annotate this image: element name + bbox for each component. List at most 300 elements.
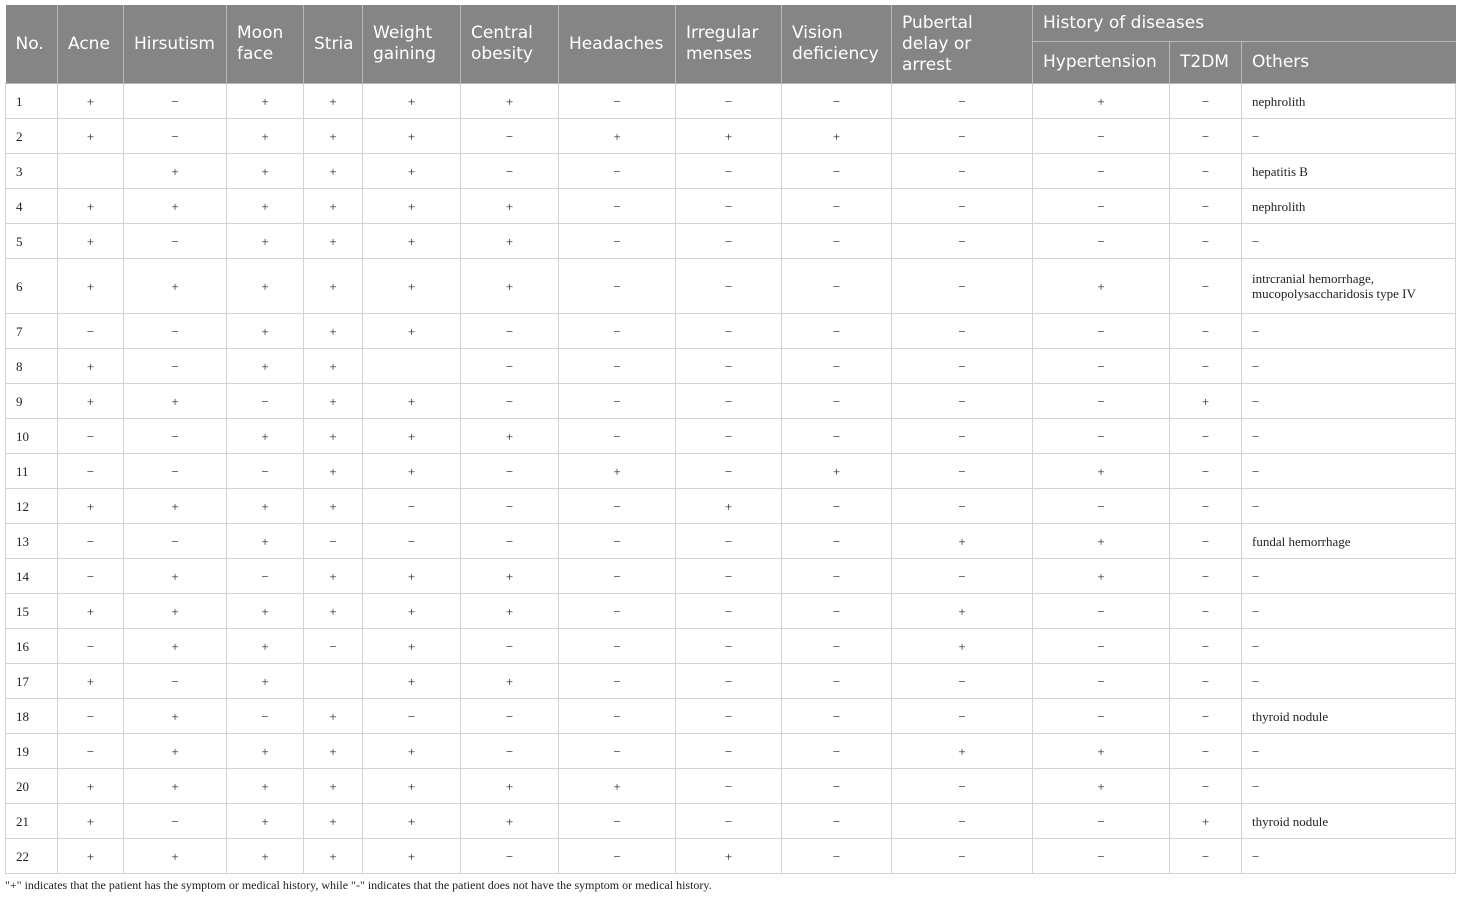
cell-others: fundal hemorrhage [1242,524,1456,559]
cell-hirsutism: + [124,839,227,874]
cell-others: − [1242,454,1456,489]
table-row [6,839,1456,874]
cell-acne: + [58,84,124,119]
cell-others: − [1242,224,1456,259]
header-headaches: Headaches [559,5,676,84]
cell-irregular-menses: + [676,119,782,154]
cell-no: 13 [6,524,58,559]
cell-others: − [1242,769,1456,804]
cell-central-obesity: − [461,839,559,874]
cell-headaches: − [559,259,676,314]
cell-pubertal-delay: − [892,84,1033,119]
table-header [6,5,1456,84]
cell-others: thyroid nodule [1242,699,1456,734]
cell-t2dm: − [1170,349,1242,384]
cell-central-obesity: − [461,154,559,189]
header-history-of-diseases: History of diseases [1033,5,1456,42]
cell-hirsutism: − [124,224,227,259]
cell-irregular-menses: − [676,384,782,419]
cell-acne: + [58,489,124,524]
cell-central-obesity: − [461,734,559,769]
cell-hypertension: − [1033,119,1170,154]
cell-vision-deficiency: − [782,384,892,419]
cell-no: 14 [6,559,58,594]
table-row [6,384,1456,419]
cell-pubertal-delay: − [892,419,1033,454]
cell-stria: + [304,559,363,594]
cell-vision-deficiency: − [782,629,892,664]
table-row [6,489,1456,524]
table-row [6,559,1456,594]
cell-pubertal-delay: + [892,524,1033,559]
cell-irregular-menses: − [676,454,782,489]
header-vision-deficiency: Vision deficiency [782,5,892,84]
cell-hypertension: + [1033,454,1170,489]
cell-moon-face: + [227,224,304,259]
cell-central-obesity: + [461,594,559,629]
cell-no: 1 [6,84,58,119]
cell-hypertension: − [1033,839,1170,874]
cell-weight-gaining [363,349,461,384]
cell-moon-face: + [227,259,304,314]
cell-vision-deficiency: + [782,454,892,489]
cell-acne: + [58,594,124,629]
cell-no: 4 [6,189,58,224]
cell-hirsutism: − [124,419,227,454]
cell-hirsutism: − [124,314,227,349]
cell-weight-gaining: − [363,524,461,559]
cell-others: − [1242,734,1456,769]
cell-no: 18 [6,699,58,734]
cell-moon-face: + [227,664,304,699]
header-weight-gaining: Weight gaining [363,5,461,84]
cell-headaches: + [559,769,676,804]
cell-others: − [1242,384,1456,419]
cell-central-obesity: + [461,84,559,119]
cell-acne: + [58,119,124,154]
cell-others: − [1242,489,1456,524]
cell-irregular-menses: + [676,489,782,524]
cell-headaches: − [559,384,676,419]
cell-moon-face: + [227,419,304,454]
header-others: Others [1242,42,1456,84]
table-row [6,154,1456,189]
cell-hirsutism: + [124,699,227,734]
symptom-history-table [5,5,1456,874]
table-row [6,629,1456,664]
cell-headaches: − [559,699,676,734]
cell-acne: − [58,734,124,769]
cell-vision-deficiency: − [782,419,892,454]
cell-central-obesity: − [461,384,559,419]
table-row [6,314,1456,349]
cell-stria: + [304,454,363,489]
cell-pubertal-delay: − [892,839,1033,874]
cell-vision-deficiency: − [782,559,892,594]
cell-irregular-menses: − [676,734,782,769]
cell-moon-face: + [227,629,304,664]
cell-pubertal-delay: − [892,559,1033,594]
cell-pubertal-delay: − [892,349,1033,384]
cell-central-obesity: + [461,224,559,259]
cell-t2dm: − [1170,664,1242,699]
cell-hirsutism: + [124,489,227,524]
cell-acne: + [58,804,124,839]
cell-others: nephrolith [1242,84,1456,119]
cell-t2dm: − [1170,839,1242,874]
cell-hypertension: − [1033,804,1170,839]
cell-no: 2 [6,119,58,154]
cell-pubertal-delay: − [892,804,1033,839]
cell-acne: + [58,349,124,384]
cell-irregular-menses: − [676,224,782,259]
header-moon-face: Moon face [227,5,304,84]
cell-no: 7 [6,314,58,349]
cell-t2dm: − [1170,419,1242,454]
cell-stria: + [304,839,363,874]
cell-t2dm: − [1170,594,1242,629]
cell-weight-gaining: + [363,224,461,259]
cell-irregular-menses: − [676,154,782,189]
cell-irregular-menses: − [676,629,782,664]
cell-pubertal-delay: − [892,769,1033,804]
cell-weight-gaining: − [363,699,461,734]
cell-pubertal-delay: − [892,489,1033,524]
cell-pubertal-delay: − [892,259,1033,314]
header-stria: Stria [304,5,363,84]
table-row [6,664,1456,699]
cell-irregular-menses: − [676,664,782,699]
cell-weight-gaining: + [363,84,461,119]
cell-hirsutism: − [124,804,227,839]
header-central-obesity: Central obesity [461,5,559,84]
cell-others: − [1242,419,1456,454]
cell-irregular-menses: − [676,524,782,559]
cell-moon-face: + [227,84,304,119]
cell-hypertension: − [1033,594,1170,629]
cell-pubertal-delay: + [892,594,1033,629]
cell-t2dm: − [1170,769,1242,804]
cell-headaches: − [559,489,676,524]
cell-hirsutism: + [124,734,227,769]
cell-headaches: + [559,454,676,489]
cell-headaches: − [559,804,676,839]
cell-others: − [1242,314,1456,349]
cell-acne: + [58,769,124,804]
cell-stria: + [304,314,363,349]
cell-irregular-menses: − [676,559,782,594]
cell-hirsutism: + [124,559,227,594]
cell-vision-deficiency: − [782,804,892,839]
cell-vision-deficiency: − [782,489,892,524]
cell-stria [304,664,363,699]
cell-weight-gaining: + [363,594,461,629]
cell-hypertension: − [1033,629,1170,664]
cell-moon-face: + [227,524,304,559]
header-pubertal-delay: Pubertal delay or arrest [892,5,1033,84]
cell-vision-deficiency: − [782,259,892,314]
cell-weight-gaining: + [363,559,461,594]
cell-pubertal-delay: − [892,314,1033,349]
cell-central-obesity: + [461,419,559,454]
cell-moon-face: + [227,349,304,384]
cell-stria: + [304,154,363,189]
table-row [6,524,1456,559]
cell-pubertal-delay: − [892,699,1033,734]
cell-t2dm: − [1170,734,1242,769]
cell-central-obesity: + [461,259,559,314]
cell-headaches: − [559,664,676,699]
cell-headaches: − [559,594,676,629]
header-hypertension: Hypertension [1033,42,1170,84]
cell-moon-face: + [227,119,304,154]
cell-others: − [1242,629,1456,664]
table-row [6,189,1456,224]
cell-acne: + [58,839,124,874]
cell-vision-deficiency: − [782,839,892,874]
cell-headaches: − [559,224,676,259]
cell-moon-face: + [227,314,304,349]
cell-acne: + [58,384,124,419]
cell-acne: − [58,314,124,349]
cell-irregular-menses: − [676,349,782,384]
table-footnote: "+" indicates that the patient has the symptom or medical history, while "-" indicates that the patient does not have the symptom or medical history. [5,878,712,892]
cell-irregular-menses: − [676,189,782,224]
cell-vision-deficiency: − [782,84,892,119]
cell-central-obesity: − [461,629,559,664]
cell-stria: + [304,804,363,839]
cell-no: 3 [6,154,58,189]
cell-stria: + [304,419,363,454]
cell-moon-face: + [227,769,304,804]
cell-acne: − [58,419,124,454]
cell-stria: + [304,769,363,804]
table-row [6,699,1456,734]
cell-weight-gaining: + [363,384,461,419]
table-row [6,419,1456,454]
cell-moon-face: + [227,804,304,839]
cell-stria: + [304,594,363,629]
cell-irregular-menses: − [676,314,782,349]
cell-pubertal-delay: − [892,154,1033,189]
cell-vision-deficiency: − [782,594,892,629]
cell-others: − [1242,839,1456,874]
table-row [6,454,1456,489]
table-row [6,769,1456,804]
cell-central-obesity: − [461,699,559,734]
cell-hirsutism: + [124,259,227,314]
cell-t2dm: − [1170,454,1242,489]
cell-others: − [1242,664,1456,699]
cell-weight-gaining: + [363,189,461,224]
cell-vision-deficiency: − [782,524,892,559]
cell-central-obesity: + [461,559,559,594]
cell-headaches: − [559,314,676,349]
cell-hirsutism: − [124,454,227,489]
cell-irregular-menses: − [676,419,782,454]
cell-hypertension: − [1033,489,1170,524]
cell-irregular-menses: − [676,769,782,804]
cell-headaches: − [559,559,676,594]
cell-pubertal-delay: − [892,454,1033,489]
cell-headaches: − [559,629,676,664]
cell-central-obesity: − [461,489,559,524]
cell-vision-deficiency: − [782,664,892,699]
cell-pubertal-delay: + [892,629,1033,664]
cell-hypertension: − [1033,154,1170,189]
table-row [6,804,1456,839]
table-row [6,349,1456,384]
cell-moon-face: + [227,734,304,769]
cell-no: 19 [6,734,58,769]
cell-weight-gaining: + [363,734,461,769]
cell-weight-gaining: + [363,769,461,804]
cell-hypertension: − [1033,664,1170,699]
symptom-table-container [5,5,1455,874]
cell-acne: − [58,699,124,734]
cell-weight-gaining: + [363,154,461,189]
cell-vision-deficiency: + [782,119,892,154]
cell-no: 20 [6,769,58,804]
cell-vision-deficiency: − [782,224,892,259]
cell-no: 9 [6,384,58,419]
cell-hypertension: + [1033,769,1170,804]
header-t2dm: T2DM [1170,42,1242,84]
cell-hirsutism: + [124,769,227,804]
cell-moon-face: + [227,594,304,629]
cell-t2dm: − [1170,119,1242,154]
cell-hirsutism: − [124,524,227,559]
cell-weight-gaining: + [363,804,461,839]
cell-stria: + [304,84,363,119]
cell-hypertension: − [1033,189,1170,224]
cell-weight-gaining: + [363,454,461,489]
cell-acne: − [58,524,124,559]
cell-no: 17 [6,664,58,699]
header-hirsutism: Hirsutism [124,5,227,84]
cell-acne [58,154,124,189]
cell-weight-gaining: + [363,664,461,699]
cell-headaches: − [559,524,676,559]
cell-central-obesity: − [461,524,559,559]
cell-hypertension: + [1033,524,1170,559]
cell-weight-gaining: + [363,839,461,874]
cell-others: intrcranial hemorrhage, mucopolysaccharidosis type IV [1242,259,1456,314]
cell-irregular-menses: − [676,594,782,629]
cell-hypertension: + [1033,734,1170,769]
cell-stria: + [304,259,363,314]
cell-moon-face: + [227,489,304,524]
cell-t2dm: − [1170,559,1242,594]
cell-stria: − [304,629,363,664]
table-row [6,119,1456,154]
cell-headaches: − [559,84,676,119]
cell-others: − [1242,119,1456,154]
cell-stria: + [304,349,363,384]
cell-hypertension: − [1033,224,1170,259]
cell-headaches: − [559,154,676,189]
cell-central-obesity: + [461,769,559,804]
cell-headaches: − [559,419,676,454]
cell-moon-face: − [227,699,304,734]
cell-stria: + [304,119,363,154]
cell-moon-face: + [227,154,304,189]
cell-hypertension: − [1033,314,1170,349]
cell-central-obesity: − [461,314,559,349]
cell-no: 16 [6,629,58,664]
cell-others: thyroid nodule [1242,804,1456,839]
cell-vision-deficiency: − [782,154,892,189]
cell-no: 10 [6,419,58,454]
table-row [6,224,1456,259]
cell-weight-gaining: + [363,119,461,154]
cell-t2dm: − [1170,259,1242,314]
cell-pubertal-delay: − [892,189,1033,224]
cell-no: 12 [6,489,58,524]
cell-others: − [1242,349,1456,384]
cell-pubertal-delay: − [892,224,1033,259]
cell-hirsutism: − [124,84,227,119]
cell-vision-deficiency: − [782,189,892,224]
cell-irregular-menses: − [676,699,782,734]
cell-central-obesity: + [461,664,559,699]
cell-headaches: − [559,839,676,874]
cell-no: 5 [6,224,58,259]
cell-others: − [1242,594,1456,629]
cell-hypertension: − [1033,384,1170,419]
cell-t2dm: − [1170,489,1242,524]
cell-hypertension: − [1033,419,1170,454]
cell-t2dm: − [1170,699,1242,734]
cell-hypertension: + [1033,259,1170,314]
cell-hirsutism: − [124,349,227,384]
header-acne: Acne [58,5,124,84]
cell-central-obesity: − [461,349,559,384]
cell-weight-gaining: + [363,314,461,349]
cell-no: 11 [6,454,58,489]
cell-no: 21 [6,804,58,839]
table-row [6,259,1456,314]
table-row [6,734,1456,769]
cell-pubertal-delay: − [892,119,1033,154]
cell-moon-face: + [227,839,304,874]
header-irregular-menses: Irregular menses [676,5,782,84]
cell-stria: + [304,384,363,419]
cell-headaches: − [559,349,676,384]
cell-vision-deficiency: − [782,314,892,349]
cell-irregular-menses: − [676,84,782,119]
cell-t2dm: + [1170,804,1242,839]
cell-hypertension: + [1033,84,1170,119]
cell-weight-gaining: + [363,629,461,664]
cell-hirsutism: + [124,384,227,419]
cell-others: hepatitis B [1242,154,1456,189]
cell-stria: + [304,699,363,734]
cell-moon-face: + [227,189,304,224]
cell-acne: + [58,189,124,224]
cell-t2dm: − [1170,629,1242,664]
cell-hirsutism: + [124,189,227,224]
cell-pubertal-delay: − [892,384,1033,419]
cell-others: − [1242,559,1456,594]
cell-pubertal-delay: − [892,664,1033,699]
cell-weight-gaining: + [363,419,461,454]
cell-t2dm: − [1170,224,1242,259]
cell-stria: + [304,224,363,259]
cell-t2dm: − [1170,84,1242,119]
cell-no: 15 [6,594,58,629]
cell-irregular-menses: − [676,804,782,839]
